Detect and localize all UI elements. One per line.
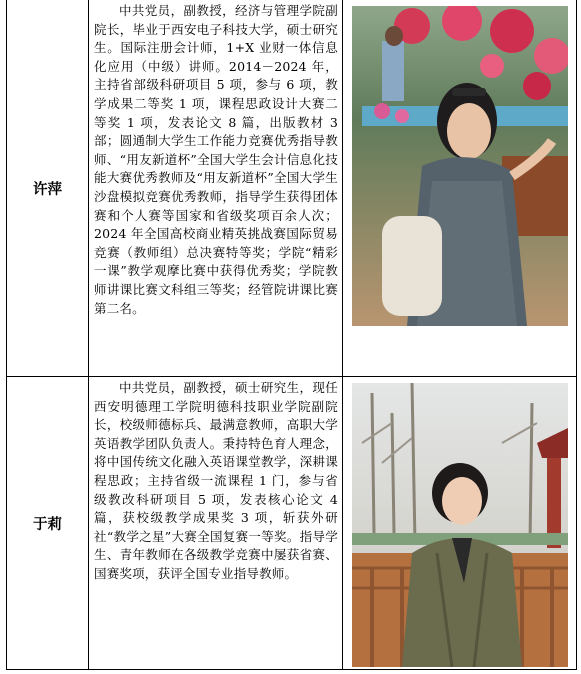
- person-name: 许萍: [33, 180, 62, 198]
- bio-text: 中共党员，副教授，经济与管理学院副院长，毕业于西安电子科技大学，硕士研究生。国际注册会计师，1+X 业财一体信息化应用（中级）讲师。2014－2024 年，主持省部级科研项目 5 项，参与 6 项，教学成果二等奖 1 项，课程思政设计大赛二等奖 1 项，发表论文 8 篇，出版教材 3 部；圆通制大学生工作能力竞赛优秀指导教师、“用友新道杯”全国大学生会计信息化技能大赛优秀教师及“用友新道杯”全国大学生沙盘模拟竞赛优秀教师，指导学生获得团体赛和个人赛等国家和省级奖项百余人次；2024 年全国高校商业精英挑战赛国际贸易竞赛（教师组）总决赛特等奖；学院“精彩一课”教学观摩比赛中获得优秀奖；学院教师讲课比赛文科组三等奖；经管院讲课比赛第二名。: [94, 3, 338, 316]
- portrait-photo: [352, 6, 568, 326]
- portrait-photo-icon: [352, 383, 568, 667]
- name-cell: [7, 0, 89, 376]
- name-cell: [7, 377, 89, 670]
- bio-text: 中共党员，副教授，硕士研究生，现任西安明德理工学院明德科技职业学院副院长，校级师德标兵、最满意教师，高职大学英语教学团队负责人。秉持特色育人理念，将中国传统文化融入英语课堂教学，深耕课程思政；主持省级一流课程 1 门，参与省级教改科研项目 5 项，发表核心论文 4 篇，获校级教学成果奖 3 项，斩获外研社“教学之星”大赛全国复赛一等奖。指导学生、青年教师在各级教学竞赛中屡获省赛、国赛奖项，获评全国专业指导教师。: [94, 380, 338, 581]
- photo-cell: [344, 0, 576, 376]
- portrait-photo: [352, 383, 568, 667]
- table-row: [7, 0, 576, 376]
- person-name: 于莉: [33, 516, 62, 533]
- photo-cell: [344, 377, 576, 670]
- bio-cell: [89, 0, 343, 376]
- bio-cell: [89, 377, 343, 670]
- portrait-photo-icon: [352, 6, 568, 326]
- table-row: [7, 376, 576, 670]
- profile-table: [6, 0, 577, 670]
